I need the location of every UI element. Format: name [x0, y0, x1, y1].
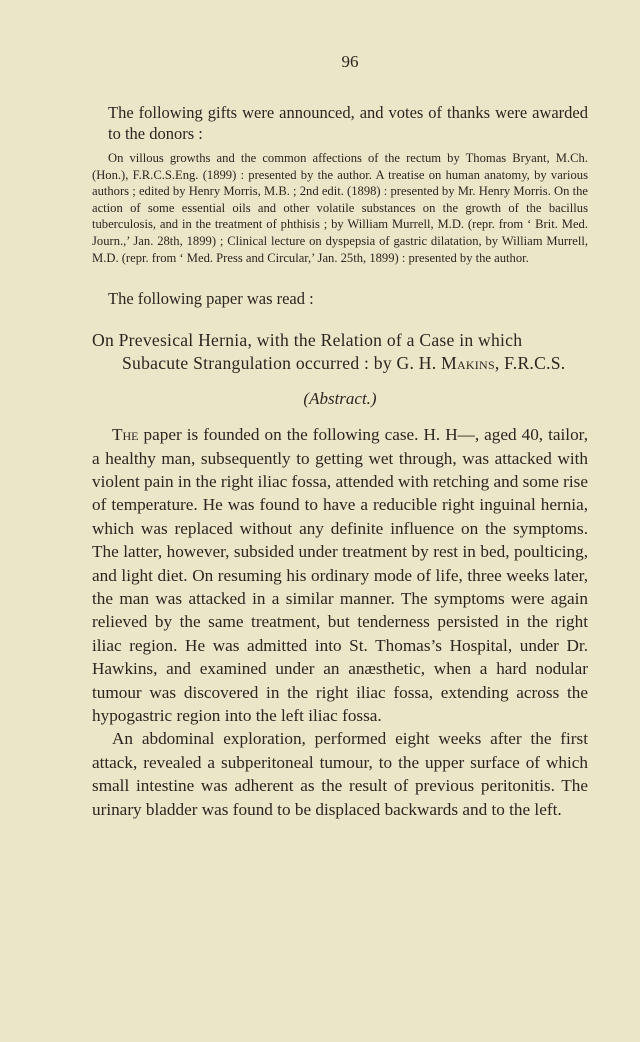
paper-body [92, 423, 588, 821]
paragraph-lead-word: The [112, 425, 139, 445]
paper-title-main: On Prevesical Hernia, with the Relation of a Case in which Subacute Strangulation occurred : by G. H. [92, 330, 523, 374]
body-paragraph [92, 423, 588, 727]
paper-intro: The following paper was read : [108, 289, 314, 309]
page-number: 96 [341, 52, 359, 71]
gifts-intro: The following gifts were announced, and votes of thanks were awarded to the donors : [108, 103, 588, 143]
paper-title [92, 329, 588, 375]
paper-title-author: Makins, F.R.C.S. [441, 353, 566, 374]
abstract-label: (Abstract.) [303, 389, 377, 409]
paragraph-text: paper is founded on the following case. H. H—, aged 40, tailor, a healthy man, subsequently to getting wet through, was attacked with violent pain in the right iliac fossa, attended with retching and some rise of temperature. He was found to have a reducible right inguinal hernia, which was replaced without any definite influence on the symptoms. The latter, however, subsided under treatment by rest in bed, poulticing, and light diet. On resuming his ordinary mode of life, three weeks later, the man was attacked in a similar manner. The symptoms were again relieved by the same treatment, but tenderness persisted in the right iliac region. He was admitted into St. Thomas’s Hospital, under Dr. Hawkins, and examined under an anæsthetic, when a hard nodular tumour was discovered in the right iliac fossa, extending across the hypogastric region into the left iliac fossa. [92, 425, 588, 726]
gifts-list: On villous growths and the common affections of the rectum by Thomas Bryant, M.Ch. (Hon.), F.R.C.S.Eng. (1899) : presented by the author. A treatise on human anatomy, by various authors ; edited by Henry Morris, M.B. ; 2nd edit. (1898) : presented by Mr. Henry Morris. On the action of some essential oils and other volatile substances on the growth of the bacillus tuberculosis, and in the treatment of phthisis ; by William Murrell, M.D. (repr. from ‘ Brit. Med. Journ.,’ Jan. 28th, 1899) ; Clinical lecture on dyspepsia of gastric dilatation, by William Murrell, M.D. (repr. from ‘ Med. Press and Circular,’ Jan. 25th, 1899) : presented by the author. [92, 151, 588, 265]
body-paragraph: An abdominal exploration, performed eight weeks after the first attack, revealed a subperitoneal tumour, to the upper surface of which small intestine was adherent as the result of previous peritonitis. The urinary bladder was found to be displaced backwards and to the left. [92, 729, 588, 819]
